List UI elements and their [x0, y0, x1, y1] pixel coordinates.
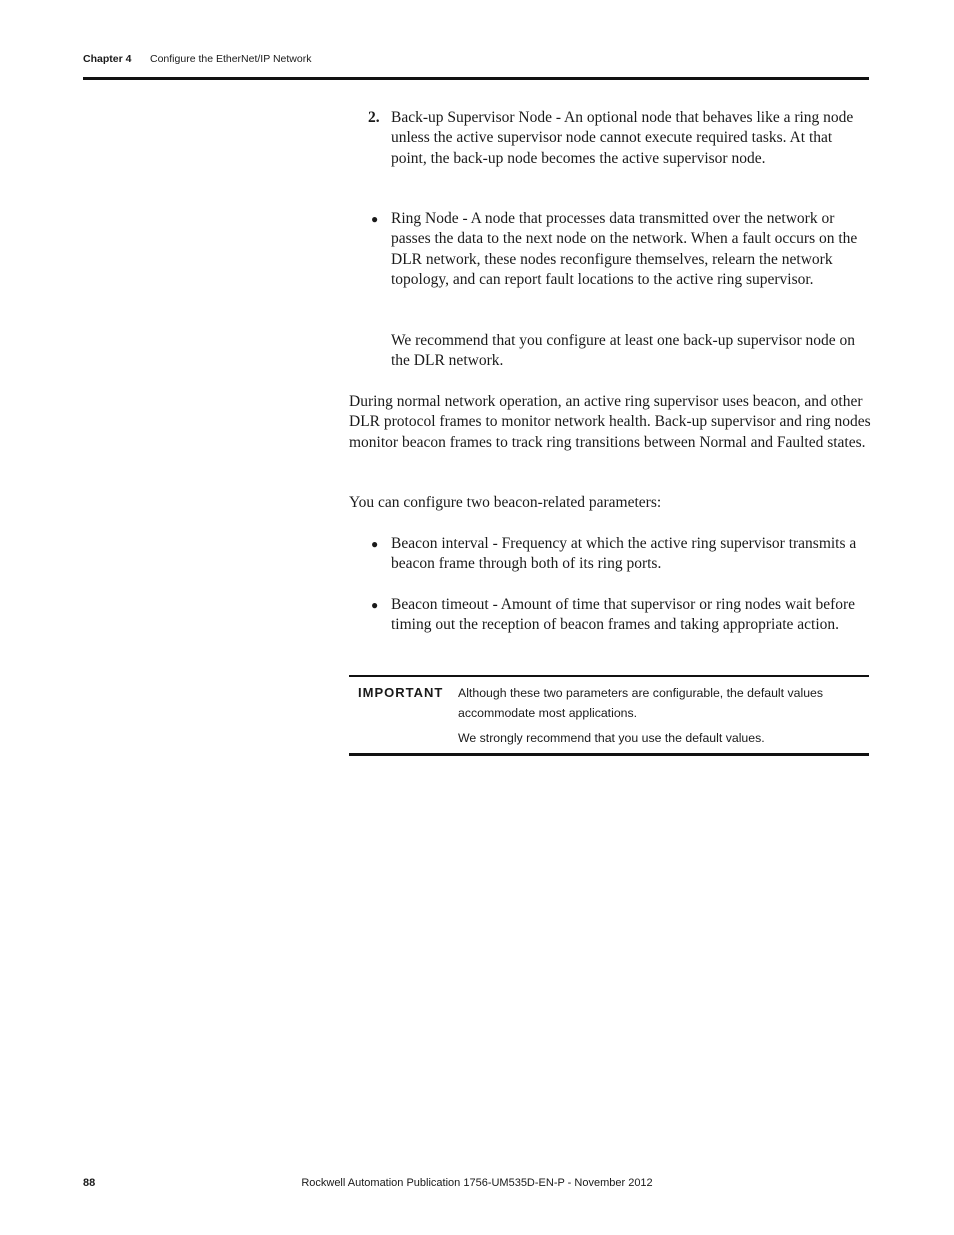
operation-paragraph: During normal network operation, an active ring supervisor uses beacon, and other DLR protocol frames to monitor network health. Back-up supervisor and ring nodes monitor beacon frames to track ring transitions between Normal and Faulted states. [349, 393, 871, 451]
beacon-timeout-paragraph: Beacon timeout - Amount of time that supervisor or ring nodes wait before timing out the reception of beacon frames and taking appropriate action. [391, 596, 856, 634]
bullet-icon: ● [371, 537, 379, 551]
beacon-interval-paragraph: Beacon interval - Frequency at which the active ring supervisor transmits a beacon frame through both of its ring ports. [391, 535, 857, 573]
backup-supervisor-paragraph: Back-up Supervisor Node - An optional node that behaves like a ring node unless the active supervisor node cannot execute required tasks. At that point, the back-up node becomes the active supervisor node. [391, 109, 854, 167]
page-header [83, 53, 869, 80]
page-number: 88 [83, 1177, 96, 1189]
important-text-2: We strongly recommend that you use the default values. [458, 731, 765, 745]
publication-footer: Rockwell Automation Publication 1756-UM535D-EN-P - November 2012 [301, 1177, 653, 1189]
params-intro-paragraph: You can configure two beacon-related parameters: [349, 494, 662, 511]
important-box [349, 675, 869, 756]
chapter-label: Chapter 4 [83, 53, 132, 65]
chapter-title: Configure the EtherNet/IP Network [150, 53, 312, 65]
bullet-icon: ● [371, 212, 379, 226]
ring-node-paragraph: Ring Node - A node that processes data transmitted over the network or passes the data to the next node on the network. When a fault occurs on the DLR network, these nodes reconfigure themselves, relearn the network topology, and can report fault locations to the active ring supervisor. [391, 210, 858, 289]
important-label: IMPORTANT [358, 685, 444, 700]
bullet-icon: ● [371, 598, 379, 612]
important-text-1: Although these two parameters are configurable, the default values accommodate most applications. [458, 686, 824, 720]
list-number-2: 2. [368, 109, 380, 126]
recommend-paragraph: We recommend that you configure at least one back-up supervisor node on the DLR network. [391, 332, 856, 370]
